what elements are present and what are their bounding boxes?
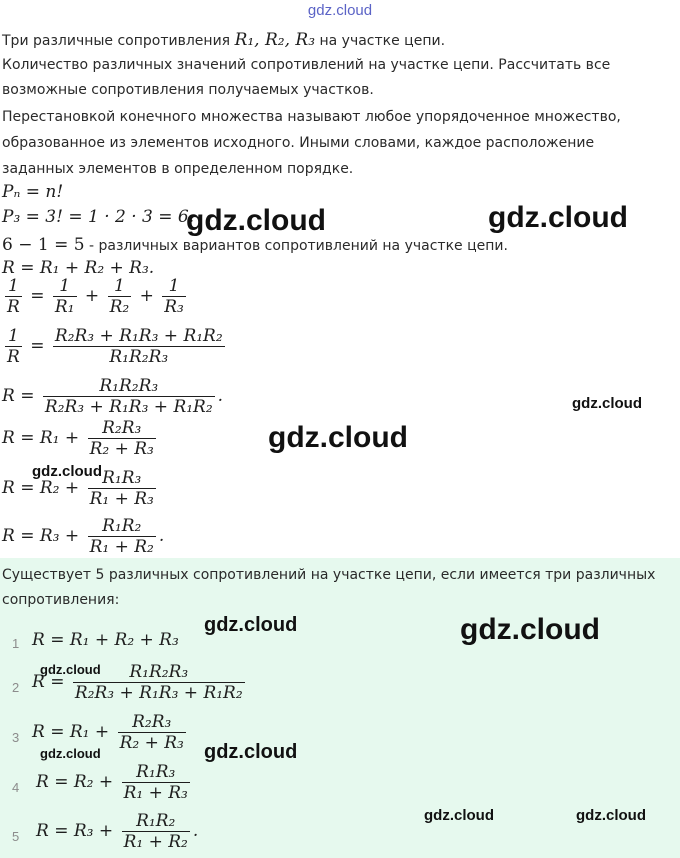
watermark: gdz.cloud bbox=[268, 421, 408, 454]
fraction: $\frac{\text{R₁R₃}}{\text{R₁ + R₃}}$ bbox=[89, 468, 154, 509]
fraction: $\frac{1}{R}$ bbox=[7, 276, 20, 317]
formula-permutations: Pₙ = n! bbox=[2, 182, 64, 202]
task-line-2: возможные сопротивления получаемых участков. bbox=[2, 82, 374, 98]
watermark: gdz.cloud bbox=[40, 746, 101, 761]
equation-mixed-3: R = R₃ + $\frac{\text{R₁R₂}}{\text{R₁ + R₂}}$ . bbox=[2, 516, 165, 557]
equation-series: R = R₁ + R₂ + R₃. bbox=[2, 258, 155, 278]
watermark: gdz.cloud bbox=[576, 807, 646, 824]
site-watermark-top: gdz.cloud bbox=[307, 2, 373, 19]
task-line-1: Количество различных значений сопротивлений на участке цепи. Рассчитать все bbox=[2, 57, 611, 73]
watermark: gdz.cloud bbox=[572, 395, 642, 412]
equation-parallel: $\frac{1}{R}$ = $\frac{1}{\text{R₁}}$ + $\frac{1}{\text{R₂}}$ + $\frac{1}{\text{R₃}}$ bbox=[7, 276, 184, 317]
list-item-number: 2 bbox=[12, 680, 20, 695]
fraction: $\frac{\text{R₁R₂}}{\text{R₁ + R₂}}$ bbox=[89, 516, 154, 557]
fraction: $\frac{\text{R₁R₂}}{\text{R₁ + R₂}}$ bbox=[123, 811, 188, 852]
fraction: $\frac{\text{R₁R₃}}{\text{R₁ + R₃}}$ bbox=[123, 762, 188, 803]
watermark: gdz.cloud bbox=[186, 204, 326, 237]
answer-item-5: R = R₃ + $\frac{\text{R₁R₂}}{\text{R₁ + R₂}}$ . bbox=[36, 811, 199, 852]
list-item-number: 5 bbox=[12, 829, 20, 844]
list-item-number: 4 bbox=[12, 780, 20, 795]
watermark: gdz.cloud bbox=[488, 201, 628, 234]
answer-item-2: R = $\frac{\text{R₁R₂R₃}}{\text{R₂R₃ + R₁R₃ + R₁R₂}}$ bbox=[32, 662, 243, 703]
equation-parallel-combined: $\frac{1}{R}$ = $\frac{\text{R₂R₃ + R₁R₃ + R₁R₂}}{\text{R₁R₂R₃}}$ bbox=[7, 326, 223, 367]
watermark: gdz.cloud bbox=[460, 613, 600, 646]
watermark: gdz.cloud bbox=[204, 741, 298, 763]
fraction: $\frac{1}{R}$ bbox=[7, 326, 20, 367]
fraction: $\frac{1}{\text{R₂}}$ bbox=[109, 276, 130, 317]
count-text: - различных вариантов сопротивлений на участке цепи. bbox=[89, 238, 508, 254]
definition-line-2: образованное из элементов исходного. Иными словами, каждое расположение bbox=[2, 135, 595, 151]
fraction: $\frac{\text{R₂R₃}}{\text{R₂ + R₃}}$ bbox=[119, 712, 184, 753]
watermark: gdz.cloud bbox=[40, 662, 101, 677]
formula-p3: P₃ = 3! = 1 · 2 · 3 = 6. bbox=[2, 207, 195, 227]
count-math: 6 − 1 = 5 bbox=[2, 235, 85, 255]
answer-line-1: Существует 5 различных сопротивлений на участке цепи, если имеется три различных bbox=[2, 567, 656, 583]
list-item-number: 1 bbox=[12, 636, 20, 651]
watermark: gdz.cloud bbox=[32, 463, 102, 480]
resistor-list: R₁, R₂, R₃ bbox=[234, 30, 316, 50]
fraction: $\frac{\text{R₂R₃ + R₁R₃ + R₁R₂}}{\text{R₁R₂R₃}}$ bbox=[54, 326, 223, 367]
equation-parallel-result: R = $\frac{\text{R₁R₂R₃}}{\text{R₂R₃ + R₁R₃ + R₁R₂}}$ . bbox=[2, 376, 224, 417]
intro-line-1 bbox=[2, 27, 445, 54]
watermark: gdz.cloud bbox=[204, 614, 298, 636]
answer-item-3: R = R₁ + $\frac{\text{R₂R₃}}{\text{R₂ + R₃}}$ bbox=[32, 712, 184, 753]
fraction: $\frac{\text{R₂R₃}}{\text{R₂ + R₃}}$ bbox=[89, 418, 154, 459]
answer-item-4: R = R₂ + $\frac{\text{R₁R₃}}{\text{R₁ + R₃}}$ bbox=[36, 762, 188, 803]
intro-text-end: на участке цепи. bbox=[319, 33, 446, 49]
definition-line-3: заданных элементов в определенном порядке. bbox=[2, 161, 354, 177]
intro-text: Три различные сопротивления bbox=[2, 33, 231, 49]
list-item-number: 3 bbox=[12, 730, 20, 745]
definition-line-1: Перестановкой конечного множества называют любое упорядоченное множество, bbox=[2, 109, 621, 125]
equation-mixed-2: R = R₂ + $\frac{\text{R₁R₃}}{\text{R₁ + R₃}}$ bbox=[2, 468, 154, 509]
equation-mixed-1: R = R₁ + $\frac{\text{R₂R₃}}{\text{R₂ + R₃}}$ bbox=[2, 418, 154, 459]
answer-line-2: сопротивления: bbox=[2, 592, 120, 608]
fraction: $\frac{1}{\text{R₃}}$ bbox=[164, 276, 184, 317]
fraction: $\frac{1}{\text{R₁}}$ bbox=[54, 276, 75, 317]
watermark: gdz.cloud bbox=[424, 807, 494, 824]
fraction: $\frac{\text{R₁R₂R₃}}{\text{R₂R₃ + R₁R₃ + R₁R₂}}$ bbox=[44, 376, 213, 417]
answer-item-1: R = R₁ + R₂ + R₃ bbox=[32, 630, 179, 650]
fraction: $\frac{\text{R₁R₂R₃}}{\text{R₂R₃ + R₁R₃ + R₁R₂}}$ bbox=[74, 662, 243, 703]
